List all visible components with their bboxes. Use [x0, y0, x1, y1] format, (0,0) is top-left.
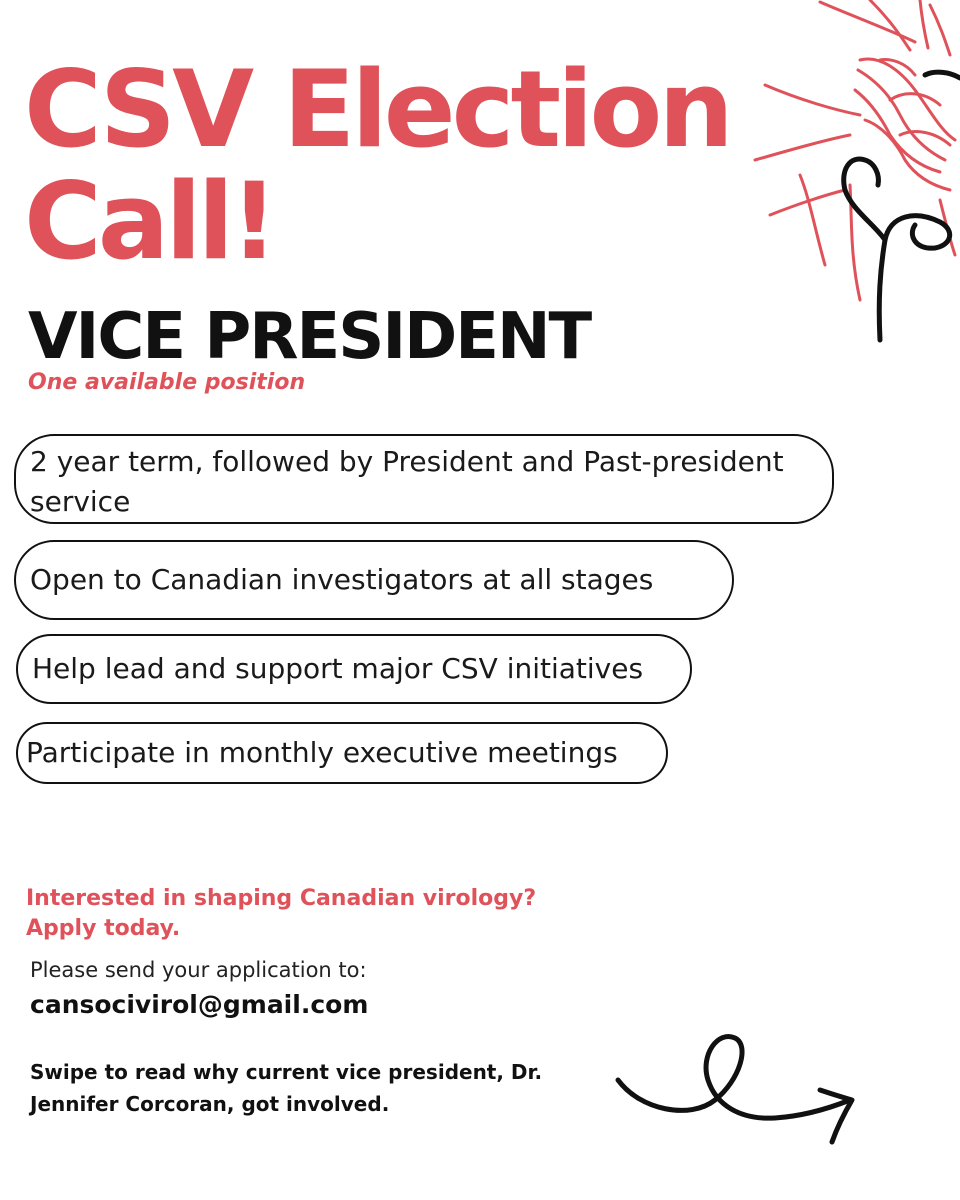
page-title: CSV Election Call! [24, 48, 730, 283]
detail-pill-meetings: Participate in monthly executive meetings [16, 722, 668, 784]
call-to-action: Interested in shaping Canadian virology? Apply today. [26, 886, 537, 941]
curly-arrow-icon [600, 1030, 870, 1155]
positions-subtitle: One available position [28, 370, 306, 395]
contact-email[interactable]: cansocivirol@gmail.com [30, 990, 369, 1019]
detail-pill-eligibility: Open to Canadian investigators at all stages [14, 540, 734, 620]
send-label: Please send your application to: [30, 958, 367, 982]
swipe-note: Swipe to read why current vice president, Dr. Jennifer Corcoran, got involved. [30, 1060, 543, 1116]
detail-pill-initiatives: Help lead and support major CSV initiatives [16, 634, 692, 704]
role-heading: VICE PRESIDENT [28, 300, 591, 374]
detail-pill-term: 2 year term, followed by President and Past-president service [14, 434, 834, 524]
